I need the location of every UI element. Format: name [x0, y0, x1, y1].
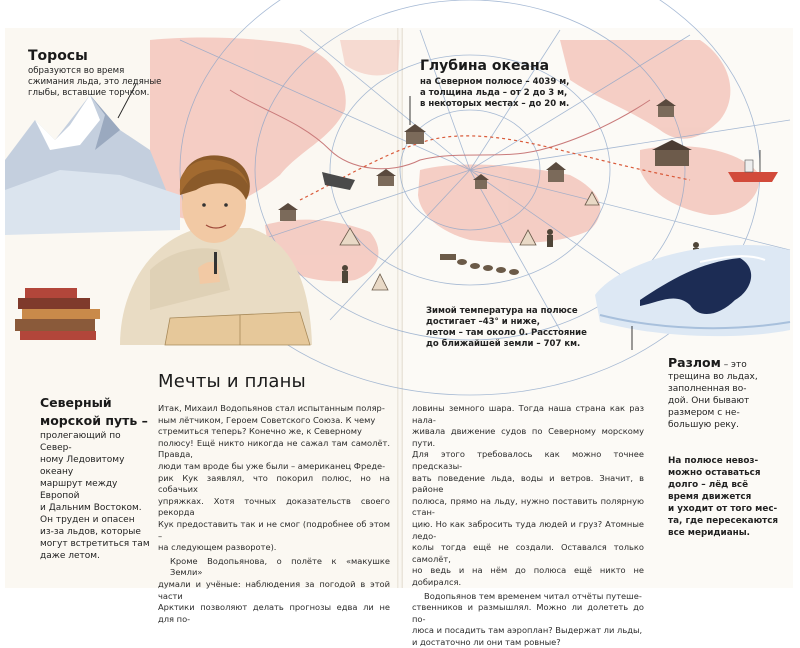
sidebar-line: пролегающий по Север-: [40, 431, 121, 453]
callout-winter-line: до ближайшей земли – 707 км.: [426, 339, 581, 349]
sidebar-line: Он труден и опасен: [40, 515, 135, 525]
article-line: ственников и размышлял. Можно ли долететь до по-: [412, 602, 644, 624]
article-line: полюса, прямо на льду, нужно поставить полярную стан-: [412, 495, 644, 518]
article-line: Для этого требовалось как можно точнее предсказы-: [412, 449, 644, 471]
callout-razlom-line: трещина во льдах,: [668, 372, 758, 382]
article-line: Кроме Водопьянова, о полёте к «макушке Земли»: [170, 555, 390, 578]
article-line: Итак, Михаил Водопьянов стал испытанным поляр-: [158, 403, 385, 413]
callout-depth: [420, 58, 590, 110]
article-line: цию. Но как забросить туда людей и груз? Атомные ледо-: [412, 518, 644, 541]
iceberg: [595, 245, 790, 336]
article-line: Водопьянов тем временем читал отчёты путеше-: [424, 590, 642, 601]
callout-razlom-line: заполненная во-: [668, 384, 747, 394]
callout-depth-line: а толщина льда – от 2 до 3 м,: [420, 88, 568, 98]
callout-razlom-line: размером с не-: [668, 408, 740, 418]
callout-winter-line: достигает –43° и ниже,: [426, 317, 540, 327]
article-line: ловины земного шара. Тогда наша страна как раз нала-: [412, 403, 644, 425]
sidebar-title-line: Северный: [40, 395, 112, 410]
callout-winter: [426, 306, 606, 350]
article-heading: Мечты и планы: [158, 371, 306, 392]
article-line: рик Кук заявлял, что покорил полюс, но на собачьих: [158, 472, 390, 495]
sidebar-title-tail: –: [137, 413, 148, 428]
article-column-1: [158, 403, 390, 625]
sidebar-line: и Дальним Востоком.: [40, 503, 142, 513]
pole-note-line: долго – лёд всё: [668, 480, 749, 490]
sidebar-line: могут встретиться там: [40, 539, 150, 549]
dog-sled: [440, 254, 519, 275]
callout-torosy-line: сжимания льда, это ледяные: [28, 77, 162, 87]
article-line: вать поведение льда, воды и ветров. Значит, в районе: [412, 472, 644, 495]
article-line: и достаточно ли они там ровные?: [412, 636, 561, 647]
callout-depth-line: в некоторых местах – до 20 м.: [420, 99, 570, 109]
callout-razlom-line: большую реку.: [668, 420, 739, 430]
callout-razlom: [668, 352, 783, 431]
sidebar-title-line: морской путь: [40, 413, 138, 428]
article-line: колы тогда ещё не создали. Оставался только самолёт,: [412, 542, 644, 564]
pole-note-line: можно оставаться: [668, 468, 761, 478]
article-line: полюсу! Ещё никто никогда не сажал там самолёт. Правда,: [158, 437, 390, 460]
callout-winter-line: Зимой температура на полюсе: [426, 306, 578, 316]
article-line: думали и учёные: наблюдения за погодой в этой части: [158, 578, 390, 601]
callout-razlom-line: дой. Они бывают: [668, 396, 750, 406]
sidebar-line: ному Ледовитому океану: [40, 455, 125, 477]
book-stack: [15, 288, 100, 340]
callout-torosy: [28, 48, 178, 99]
sidebar-northern-route: [40, 396, 152, 562]
callout-razlom-lead: – это: [720, 360, 747, 370]
article-line: Арктики позволяют делать прогнозы едва ли не для по-: [158, 602, 390, 624]
article-line: люса и посадить там аэроплан? Выдержат ли льды,: [412, 625, 643, 636]
article-line: на следующем развороте).: [158, 542, 277, 553]
article-line: живала движение судов по Северному морскому пути.: [412, 426, 644, 448]
pole-note-line: все меридианы.: [668, 528, 751, 538]
sidebar-line: даже летом.: [40, 551, 100, 561]
callout-depth-title: Глубина океана: [420, 58, 550, 74]
callout-razlom-title: Разлом: [668, 355, 721, 370]
callout-torosy-title: Торосы: [28, 48, 88, 64]
sidebar-line: маршрут между Европой: [40, 479, 118, 501]
article-column-2: [412, 403, 644, 648]
article-line: люди там вроде бы уже были – американец Фреде-: [158, 460, 386, 471]
callout-depth-line: на Северном полюсе – 4039 м,: [420, 77, 570, 87]
callout-torosy-line: глыбы, вставшие торчком.: [28, 88, 150, 98]
pole-note-line: На полюсе невоз-: [668, 456, 759, 466]
callout-torosy-line: образуются во время: [28, 66, 125, 76]
callout-winter-line: летом – там около 0. Расстояние: [426, 328, 587, 338]
article-line: стремиться теперь? Конечно же, к Северному: [158, 426, 362, 437]
article-line: ным лётчиком, Героем Советского Союза. К чему: [158, 414, 376, 425]
pole-note-line: и уходит от того мес-: [668, 504, 778, 514]
article-line: упряжках. Хотя точных доказательств своего рекорда: [158, 495, 390, 518]
article-line: Кук предоставить так и не смог (подробнее об этом –: [158, 518, 390, 541]
sidebar-pole-note: [668, 455, 788, 539]
sidebar-line: из-за льдов, которые: [40, 527, 141, 537]
article-line: но ведь и на нём до полюса ещё никто не добирался.: [412, 565, 644, 587]
pole-note-line: время движется: [668, 492, 752, 502]
pole-note-line: та, где пересекаются: [668, 516, 779, 526]
